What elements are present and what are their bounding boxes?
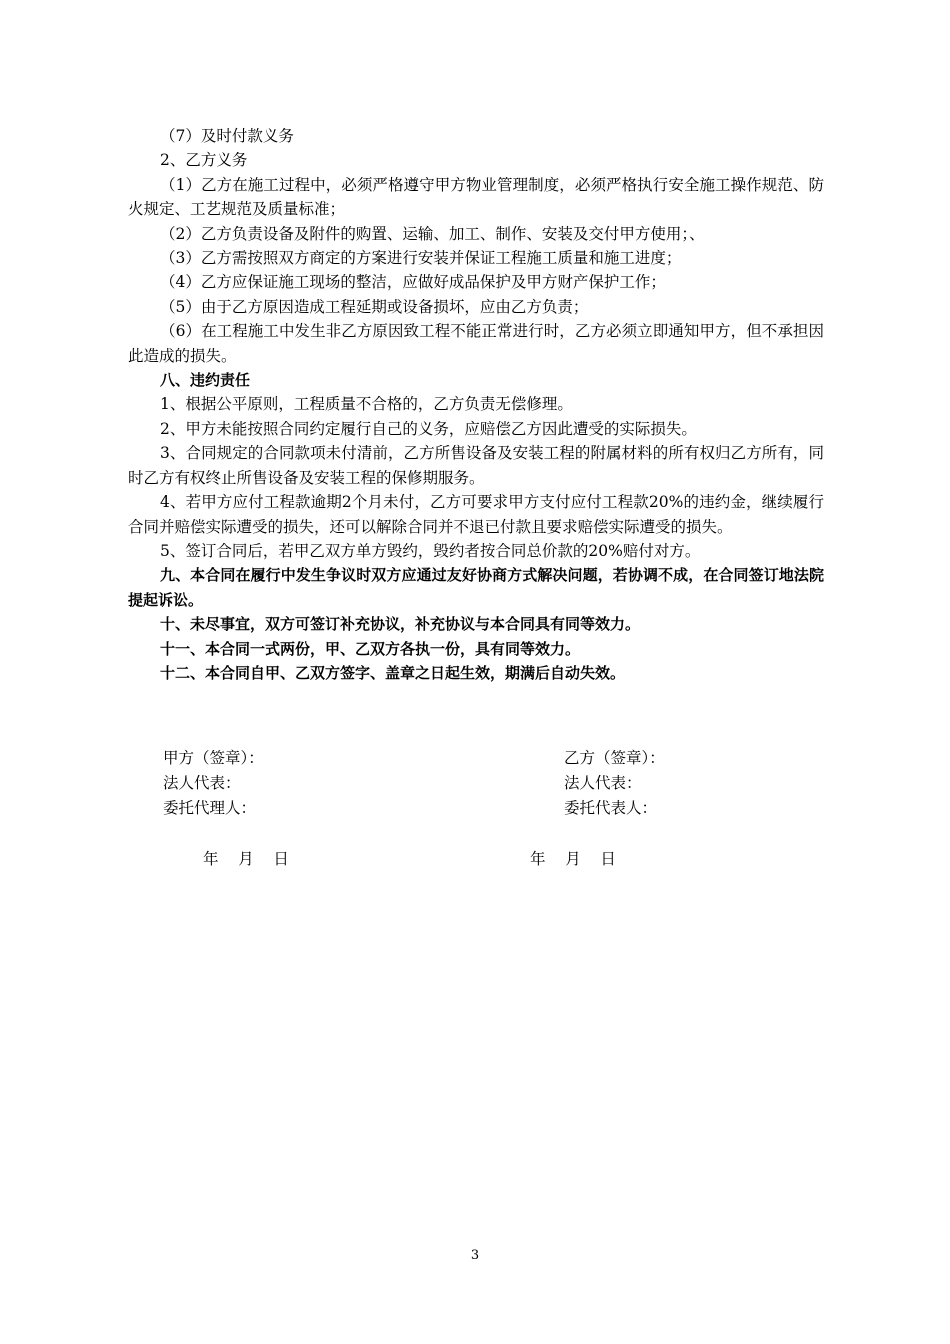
party-a-date: 年 月 日: [203, 850, 289, 868]
party-b-date: 年 月 日: [530, 850, 616, 868]
paragraph: （2）乙方负责设备及附件的购置、运输、加工、制作、安装及交付甲方使用；、: [160, 224, 705, 243]
clause-eleven: 十一、本合同一式两份，甲、乙双方各执一份，具有同等效力。: [160, 639, 581, 658]
paragraph: （4）乙方应保证施工现场的整洁，应做好成品保护及甲方财产保护工作；: [160, 273, 666, 292]
clause-ten: 十、未尽事宜，双方可签订补充协议，补充协议与本合同具有同等效力。: [160, 615, 641, 634]
paragraph: 1、根据公平原则，工程质量不合格的，乙方负责无偿修理。: [160, 395, 573, 414]
section-heading: 八、违约责任: [160, 371, 251, 390]
party-a-legal-rep-label: 法人代表：: [163, 774, 241, 792]
party-b-agent-label: 委托代表人：: [564, 799, 658, 817]
party-a-agent-label: 委托代理人：: [163, 799, 257, 817]
paragraph: （3）乙方需按照双方商定的方案进行安装并保证工程施工质量和施工进度；: [160, 249, 682, 268]
contract-body: [128, 124, 824, 685]
party-b-seal-label: 乙方（签章）：: [564, 749, 665, 767]
paragraph: 3、合同规定的合同款项未付清前，乙方所售设备及安装工程的附属材料的所有权归乙方所有，同时乙方有权终止所售设备及安装工程的保修期服务。: [128, 444, 824, 487]
paragraph: 2、甲方未能按照合同约定履行自己的义务，应赔偿乙方因此遭受的实际损失。: [160, 419, 697, 438]
party-b-signature-block: [564, 746, 665, 821]
clause-nine: 九、本合同在履行中发生争议时双方应通过友好协商方式解决问题，若协调不成，在合同签订地法院提起诉讼。: [128, 566, 824, 609]
party-a-seal-label: 甲方（签章）：: [163, 749, 264, 767]
party-a-signature-block: [163, 746, 264, 821]
page-number: 3: [470, 1248, 480, 1263]
party-b-legal-rep-label: 法人代表：: [564, 774, 642, 792]
paragraph: （6）在工程施工中发生非乙方原因致工程不能正常进行时，乙方必须立即通知甲方，但不承担因此造成的损失。: [128, 322, 824, 365]
paragraph: （7）及时付款义务: [160, 127, 294, 145]
paragraph: （5）由于乙方原因造成工程延期或设备损坏，应由乙方负责；: [160, 297, 589, 316]
paragraph: 2、乙方义务: [160, 151, 248, 170]
paragraph: （1）乙方在施工过程中，必须严格遵守甲方物业管理制度，必须严格执行安全施工操作规范、防火规定、工艺规范及质量标准；: [128, 175, 824, 219]
paragraph: 4、若甲方应付工程款逾期2个月未付，乙方可要求甲方支付应付工程款20%的违约金，继续履行合同并赔偿实际遭受的损失，还可以解除合同并不退已付款且要求赔偿实际遭受的损失。: [128, 493, 824, 536]
paragraph: 5、签订合同后，若甲乙双方单方毁约，毁约者按合同总价款的20%赔付对方。: [160, 541, 701, 560]
clause-twelve: 十二、本合同自甲、乙双方签字、盖章之日起生效，期满后自动失效。: [160, 663, 626, 682]
